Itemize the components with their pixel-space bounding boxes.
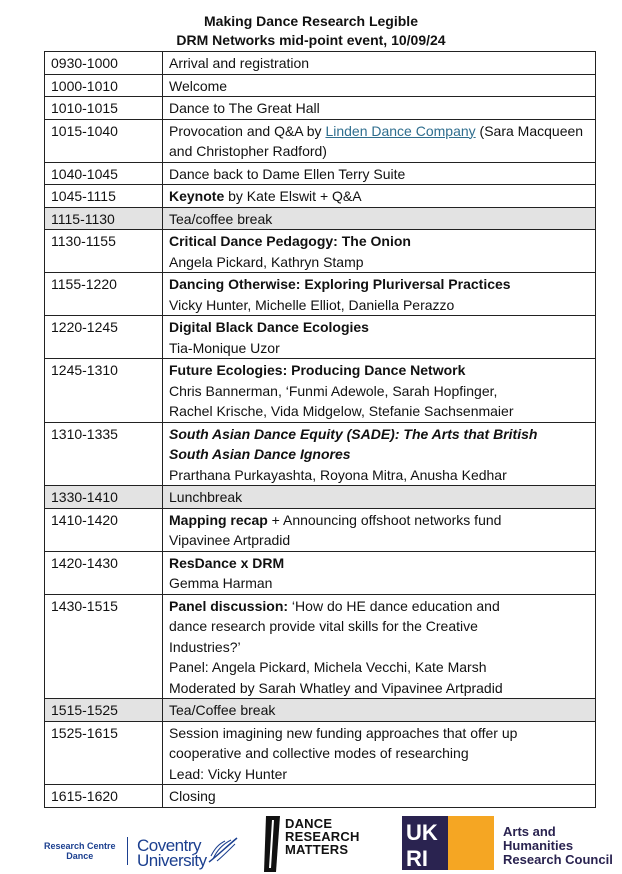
session-cell [163,316,596,359]
session-people: Gemma Harman [169,575,273,591]
logo-text: Arts and [503,824,556,839]
agenda-row [45,162,596,185]
session-text: by Kate Elswit + Q&A [224,188,362,204]
logo-text: DANCE [285,816,333,831]
agenda-row [45,359,596,423]
session-people: Tia-Monique Uzor [169,339,280,356]
session-cell: Lunchbreak [163,486,596,509]
research-centre-dance-logo [44,841,116,861]
agenda-table [44,51,596,808]
coventry-university-logo [137,838,207,868]
agenda-row [45,594,596,699]
agenda-row [45,508,596,551]
time-cell: 1410-1420 [45,508,163,551]
session-people: Rachel Krische, Vida Midgelow, Stefanie Sachsenmaier [169,403,514,419]
session-cell [163,119,596,162]
session-cell [163,594,596,699]
session-text: + Announcing offshoot networks fund [267,511,502,528]
logo-text: Dance [66,851,94,861]
document-title: Making Dance Research Legible [204,13,418,29]
ahrc-logo [503,825,613,867]
session-title: Mapping recap [169,511,268,528]
session-text: (Sara Macqueen and Christopher Radford) [169,122,584,159]
session-cell [163,185,596,208]
agenda-row [45,551,596,594]
ukri-logo-icon [402,816,494,870]
session-title: South Asian Dance Ignores [169,446,351,462]
time-cell: 1525-1615 [45,721,163,785]
session-people: Prarthana Purkayashta, Royona Mitra, Anusha Kedhar [169,466,507,483]
agenda-row [45,230,596,273]
session-cell [163,230,596,273]
session-cell: Closing [163,785,596,808]
session-people: Lead: Vicky Hunter [169,765,288,782]
session-people: Panel: Angela Pickard, Michela Vecchi, Kate Marsh [169,659,487,675]
svg-text:RI: RI [406,846,428,870]
session-text: Session imagining new funding approaches that offer up [169,724,518,741]
session-cell [163,551,596,594]
agenda-row [45,119,596,162]
time-cell: 1330-1410 [45,486,163,509]
session-title: South Asian Dance Equity (SADE): The Arts that British [169,425,538,442]
session-text: ‘How do HE dance education and [288,597,500,614]
logo-text: RESEARCH [285,829,360,844]
session-text: Industries?’ [169,638,241,655]
time-cell: 1430-1515 [45,594,163,699]
time-cell: 1615-1620 [45,785,163,808]
session-people: Angela Pickard, Kathryn Stamp [169,253,364,270]
session-cell: Arrival and registration [163,52,596,75]
session-people: Moderated by Sarah Whatley and Vipavinee Artpradid [169,679,503,696]
time-cell: 1045-1115 [45,185,163,208]
agenda-row-break [45,486,596,509]
logo-text: MATTERS [285,842,349,857]
session-title: Future Ecologies: Producing Dance Network [169,362,466,378]
svg-text:UK: UK [406,820,438,845]
logo-text: University [137,851,207,870]
agenda-row [45,97,596,120]
agenda-row [45,74,596,97]
agenda-row-break [45,207,596,230]
agenda-row [45,785,596,808]
session-cell: Tea/Coffee break [163,699,596,722]
agenda-row [45,273,596,316]
session-text: Provocation and Q&A by [169,122,326,139]
session-people: Chris Bannerman, ‘Funmi Adewole, Sarah Hopfinger, [169,382,498,399]
session-title: ResDance x DRM [169,554,285,571]
time-cell: 1000-1010 [45,74,163,97]
session-title: Dancing Otherwise: Exploring Pluriversal Practices [169,276,511,292]
session-cell [163,359,596,423]
time-cell: 1130-1155 [45,230,163,273]
time-cell: 1420-1430 [45,551,163,594]
session-text: cooperative and collective modes of researching [169,745,469,761]
time-cell: 1115-1130 [45,207,163,230]
time-cell: 0930-1000 [45,52,163,75]
session-people: Vicky Hunter, Michelle Elliot, Daniella Perazzo [169,296,455,313]
coventry-feather-icon [207,836,239,864]
session-cell [163,273,596,316]
session-title: Critical Dance Pedagogy: The Onion [169,233,411,249]
session-cell [163,508,596,551]
agenda-row [45,185,596,208]
document-subtitle: DRM Networks mid-point event, 10/09/24 [176,32,446,48]
session-title: Keynote [169,188,225,204]
agenda-row [45,52,596,75]
session-cell [163,422,596,486]
logo-text: Coventry [137,836,202,855]
agenda-row [45,721,596,785]
dance-research-matters-mark-icon [262,814,284,874]
session-cell [163,721,596,785]
linden-dance-company-link[interactable]: Linden Dance Company [325,122,476,139]
time-cell: 1040-1045 [45,162,163,185]
time-cell: 1245-1310 [45,359,163,423]
time-cell: 1015-1040 [45,119,163,162]
time-cell: 1220-1245 [45,316,163,359]
agenda-row [45,422,596,486]
session-cell: Dance back to Dame Ellen Terry Suite [163,162,596,185]
session-cell: Welcome [163,74,596,97]
session-text: dance research provide vital skills for the Creative [169,618,478,634]
session-cell: Dance to The Great Hall [163,97,596,120]
session-title: Panel discussion: [169,597,289,614]
session-title: Digital Black Dance Ecologies [169,319,369,335]
session-people: Vipavinee Artpradid [169,532,291,548]
time-cell: 1515-1525 [45,699,163,722]
time-cell: 1155-1220 [45,273,163,316]
time-cell: 1010-1015 [45,97,163,120]
logo-text: Research Centre [44,841,116,851]
agenda-row-break [45,699,596,722]
dance-research-matters-logo [285,817,360,856]
time-cell: 1310-1335 [45,422,163,486]
logo-divider [127,837,128,865]
agenda-row [45,316,596,359]
logo-text: Research Council [503,852,613,867]
logo-text: Humanities [503,838,574,853]
session-cell: Tea/coffee break [163,207,596,230]
